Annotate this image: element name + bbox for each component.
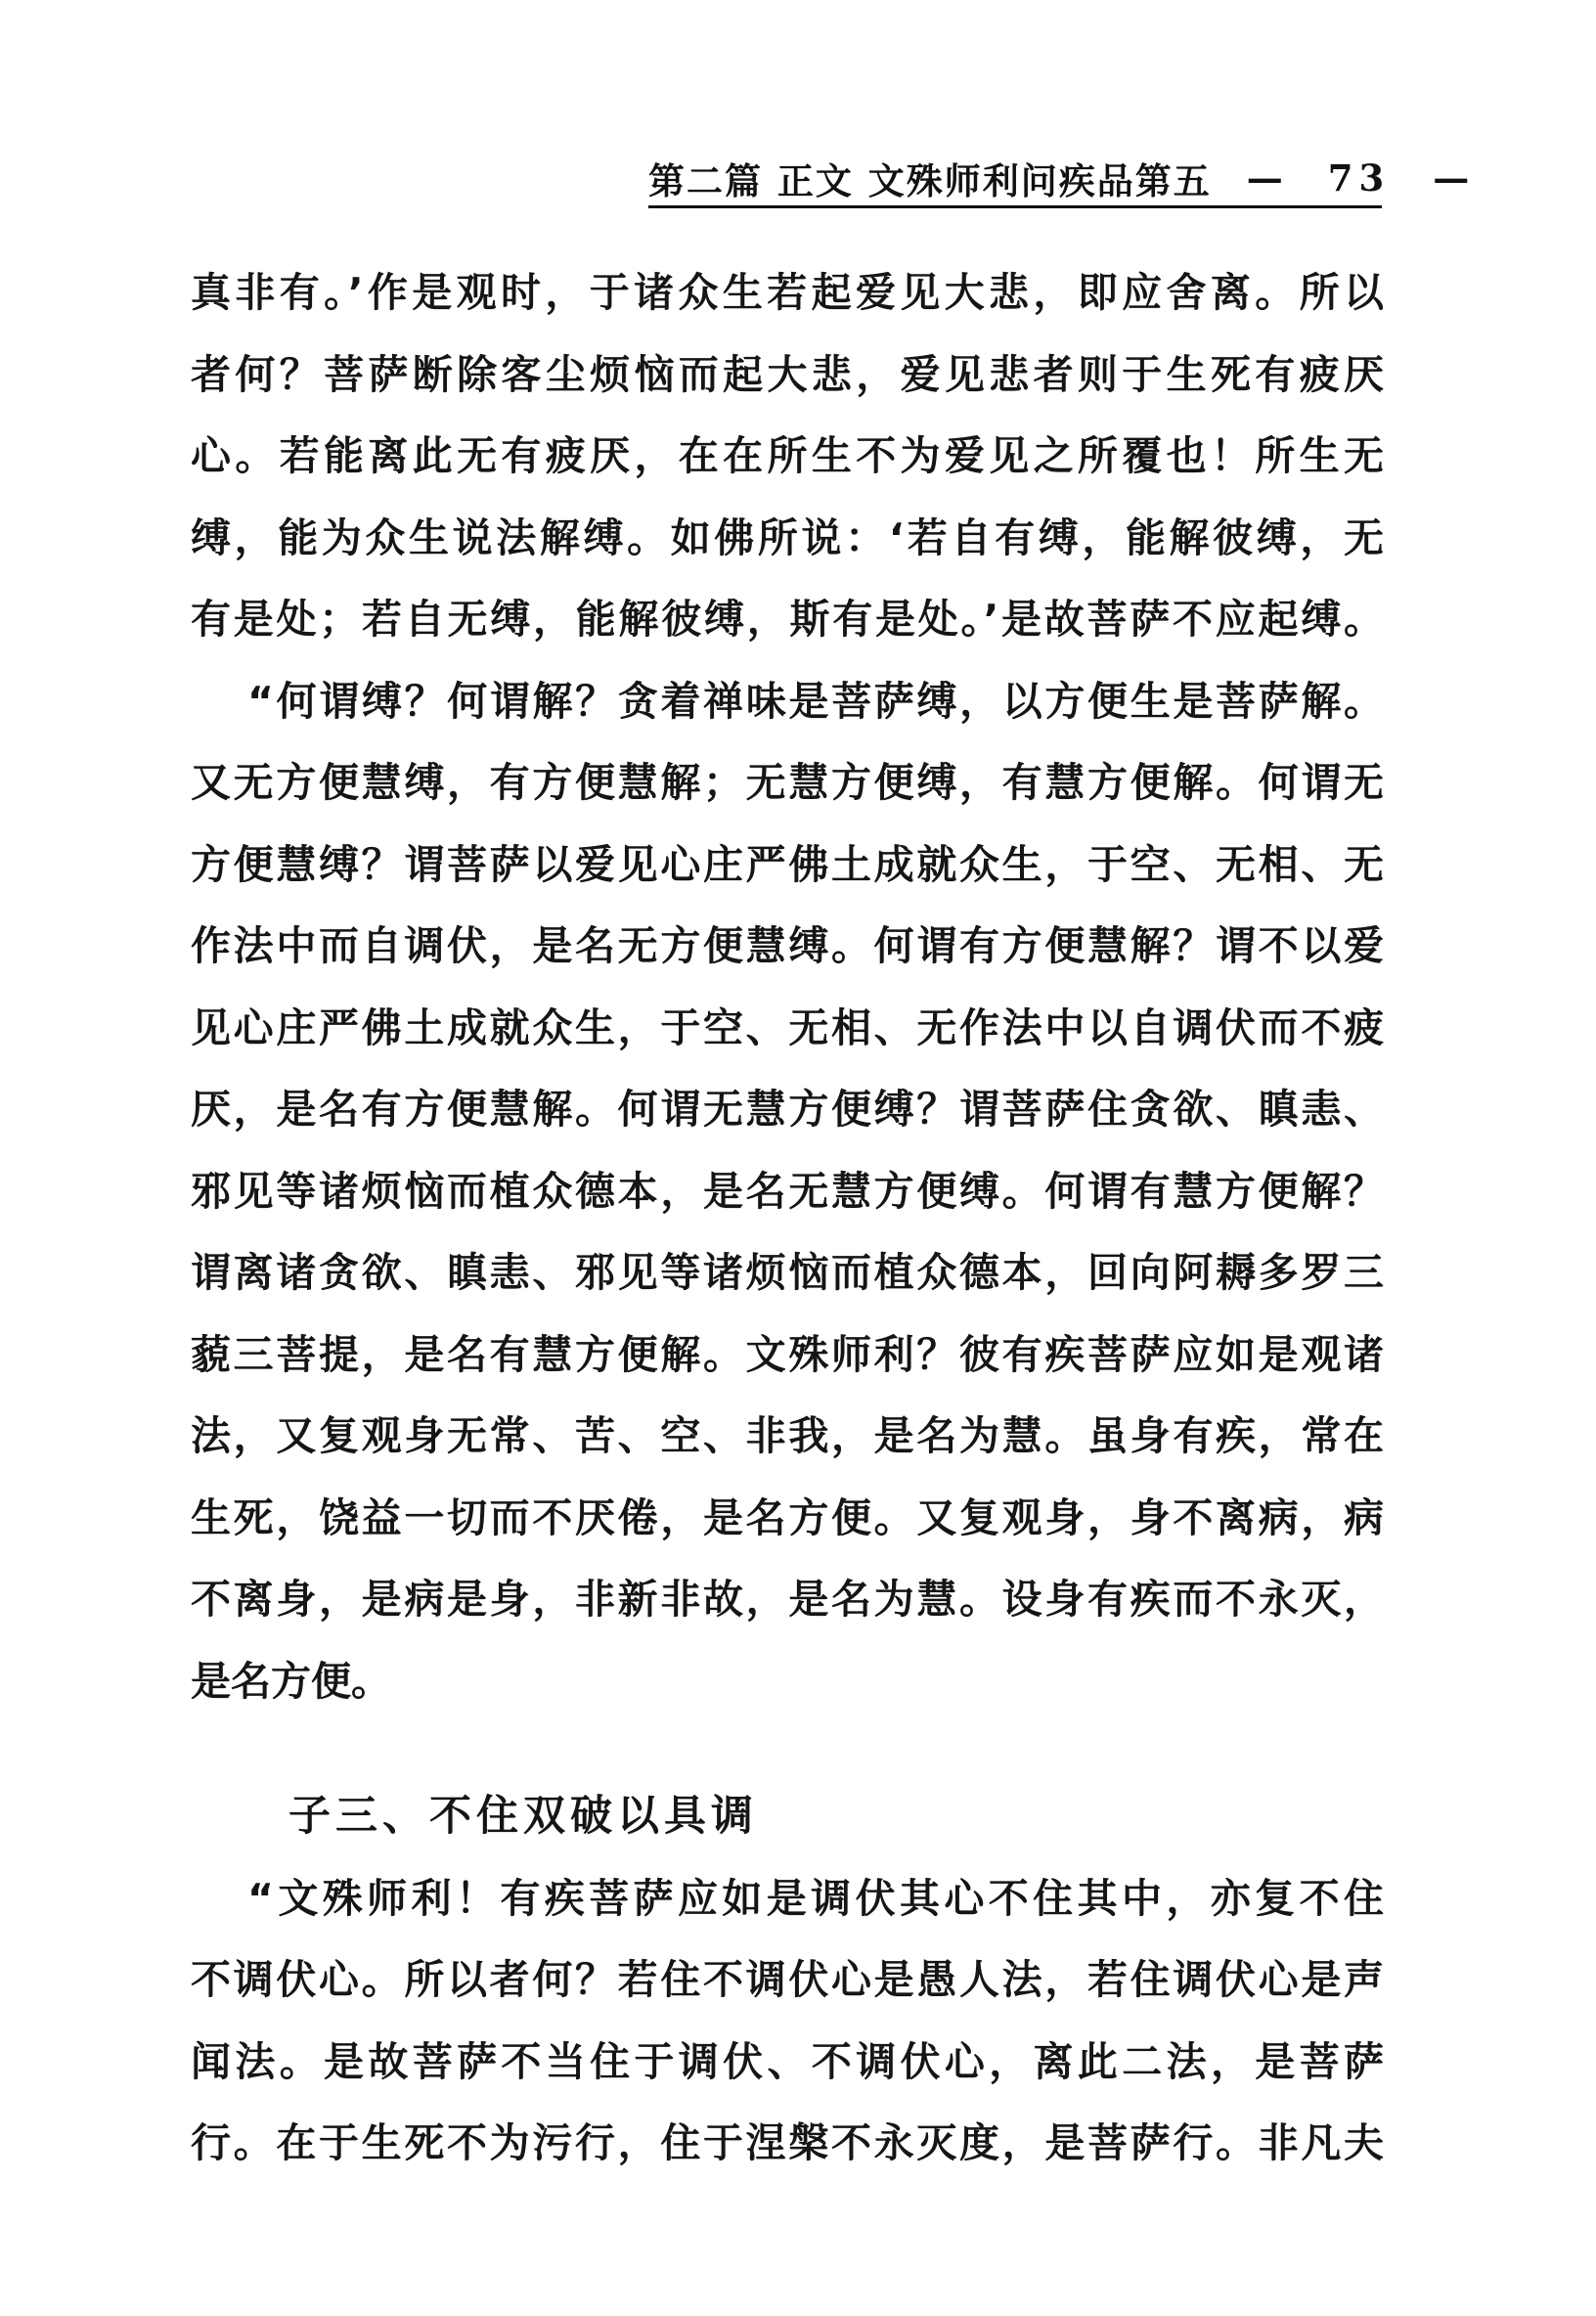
paragraph2-line: 不调伏心。所以者何？若住不调伏心是愚人法，若住调伏心是声 — [191, 1956, 1384, 2003]
paragraph1-line: 缚，能为众生说法解缚。如佛所说：‘若自有缚，能解彼缚，无 — [191, 513, 1384, 561]
paragraph1-line: 藐三菩提，是名有慧方便解。文殊师利？彼有疾菩萨应如是观诸 — [191, 1330, 1384, 1378]
paragraph1-line: 真非有。’作是观时，于诸众生若起爱见大悲，即应舍离。所以 — [191, 269, 1384, 316]
paragraph1-line: 邪见等诸烦恼而植众德本，是名无慧方便缚。何谓有慧方便解？ — [191, 1167, 1384, 1215]
paragraph1-line: 有是处；若自无缚，能解彼缚，斯有是处。’是故菩萨不应起缚。 — [191, 596, 1384, 643]
header-rule — [648, 205, 1382, 208]
paragraph1-line: 心。若能离此无有疲厌，在在所生不为爱见之所覆也！所生无 — [191, 432, 1384, 479]
body-text — [191, 252, 1384, 2185]
paragraph1-line: 是名方便。 — [191, 1657, 391, 1705]
paragraph1-line: 又无方便慧缚，有方便慧解；无慧方便缚，有慧方便解。何谓无 — [191, 759, 1384, 806]
paragraph1-line: 法，又复观身无常、苦、空、非我，是名为慧。虽身有疾，常在 — [191, 1412, 1384, 1459]
paragraph1-line: 厌，是名有方便慧解。何谓无慧方便缚？谓菩萨住贪欲、瞋恚、 — [191, 1086, 1384, 1133]
section-heading: 子三、不住双破以具调 — [288, 1792, 758, 1841]
paragraph2-line: 闻法。是故菩萨不当住于调伏、不调伏心，离此二法，是菩萨 — [191, 2037, 1384, 2085]
paragraph2-line: 行。在于生死不为污行，住于涅槃不永灭度，是菩萨行。非凡夫 — [191, 2119, 1384, 2166]
paragraph2-line: “文殊师利！有疾菩萨应如是调伏其心不住其中，亦复不住 — [247, 1874, 1384, 1922]
paragraph1-line: 不离身，是病是身，非新非故，是名为慧。设身有疾而不永灭， — [191, 1576, 1384, 1623]
page-number-dash-right: — — [1433, 156, 1472, 200]
paragraph1-line: 生死，饶益一切而不厌倦，是名方便。又复观身，身不离病，病 — [191, 1493, 1384, 1541]
paragraph1-line: 方便慧缚？谓菩萨以爱见心庄严佛土成就众生，于空、无相、无 — [191, 840, 1384, 888]
paragraph1-line: 作法中而自调伏，是名无方便慧缚。何谓有方便慧解？谓不以爱 — [191, 922, 1384, 969]
chapter-title: 第二篇 正文 文殊师利问疾品第五 — [648, 159, 1212, 202]
running-header — [648, 155, 1472, 202]
paragraph1-line: 谓离诸贪欲、瞋恚、邪见等诸烦恼而植众德本，回向阿耨多罗三 — [191, 1249, 1384, 1296]
page-number: 73 — [1327, 156, 1391, 200]
page-number-dash-left: — — [1246, 156, 1285, 200]
paragraph1-line: 者何？菩萨断除客尘烦恼而起大悲，爱见悲者则于生死有疲厌 — [191, 350, 1384, 398]
paragraph1-line: “何谓缚？何谓解？贪着禅味是菩萨缚，以方便生是菩萨解。 — [247, 677, 1384, 725]
paragraph1-line: 见心庄严佛土成就众生，于空、无相、无作法中以自调伏而不疲 — [191, 1003, 1384, 1051]
